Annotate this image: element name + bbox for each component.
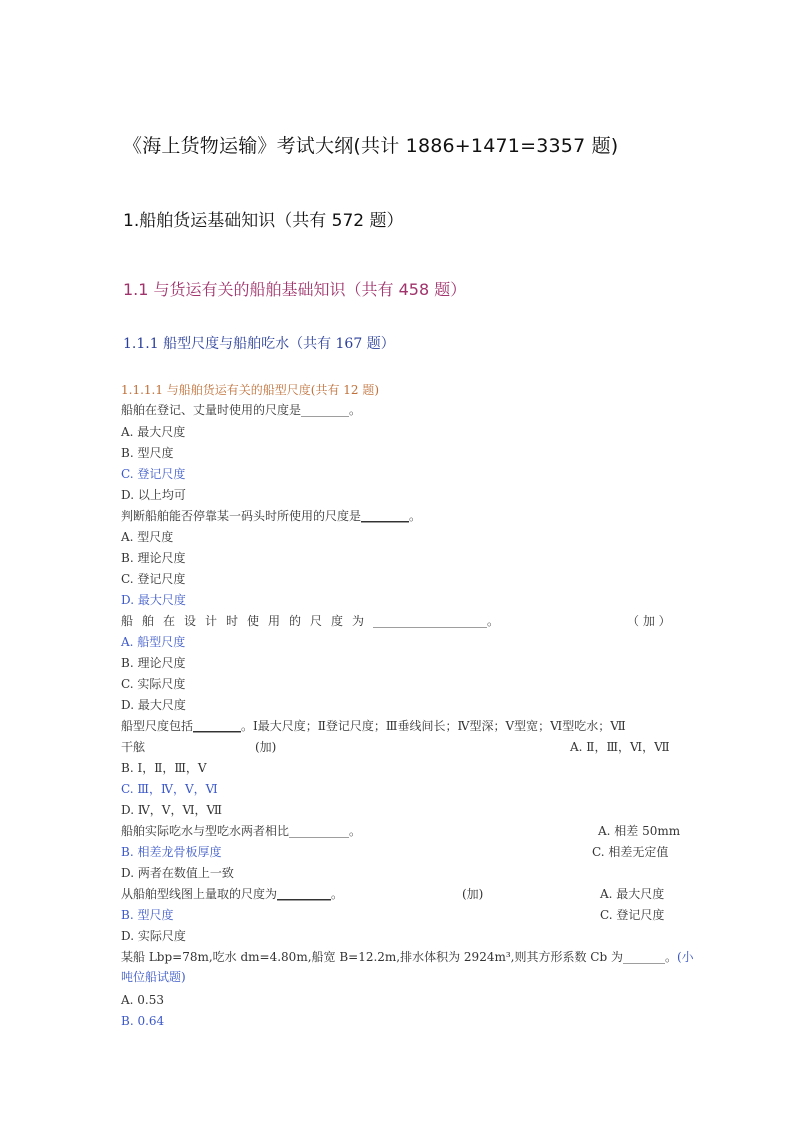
question-7-text-main: 某船 Lbp=78m,吃水 dm=4.80m,船宽 B=12.2m,排水体积为 2924m³,则其方形系数 Cb 为_______。 <box>121 950 677 964</box>
question-4-option-d: D. Ⅳ，Ⅴ，Ⅵ，Ⅶ <box>121 803 223 817</box>
question-4-tag: (加) <box>255 740 277 754</box>
question-2-text <box>121 508 421 524</box>
question-4-blank: ________ <box>193 719 242 733</box>
question-3-blank: ___________________。 <box>373 614 500 628</box>
question-6-option-d: D. 实际尺度 <box>121 929 186 943</box>
question-5-text: 船舶实际吃水与型吃水两者相比__________。 <box>121 824 362 838</box>
question-2-option-a: A. 型尺度 <box>121 530 174 544</box>
question-2-option-b: B. 理论尺度 <box>121 551 186 565</box>
question-4-option-a: A. Ⅱ，Ⅲ，Ⅵ，Ⅶ <box>570 740 670 754</box>
question-7-tag-line1: (小 <box>676 950 694 964</box>
question-6-option-c: C. 登记尺度 <box>600 908 665 922</box>
question-6-option-b-answer: B. 型尺度 <box>121 908 174 922</box>
question-2-text-pre: 判断船舶能否停靠某一码头时所使用的尺度是 <box>121 509 362 523</box>
question-3-tag: （ 加 ） <box>627 614 671 628</box>
question-6-option-a: A. 最大尺度 <box>600 887 665 901</box>
question-7-text <box>121 949 694 965</box>
section-heading-1-1-1: 1.1.1 船型尺度与船舶吃水（共有 167 题） <box>123 336 395 352</box>
question-5-option-c: C. 相差无定值 <box>592 845 669 859</box>
question-4-text-pre: 船型尺度包括 <box>121 719 194 733</box>
question-4-text <box>121 718 626 734</box>
question-2-option-c: C. 登记尺度 <box>121 572 186 586</box>
question-3-text <box>121 613 499 629</box>
question-4-option-b: B. Ⅰ，Ⅱ，Ⅲ，Ⅴ <box>121 761 207 775</box>
question-5-option-b-answer: B. 相差龙骨板厚度 <box>121 845 222 859</box>
question-2-text-post: 。 <box>409 509 422 523</box>
question-1-option-b: B. 型尺度 <box>121 446 174 460</box>
question-2-option-d-answer: D. 最大尺度 <box>121 593 186 607</box>
question-5-option-d: D. 两者在数值上一致 <box>121 866 234 880</box>
question-7-option-b-answer: B. 0.64 <box>121 1014 165 1028</box>
question-3-option-d: D. 最大尺度 <box>121 698 186 712</box>
question-3-option-a-answer: A. 船型尺度 <box>121 635 186 649</box>
question-2-blank: ________ <box>361 509 410 523</box>
question-6-text-post: 。 <box>331 887 344 901</box>
question-7-tag-line2: 吨位船试题) <box>121 970 186 984</box>
question-1-text: 船舶在登记、丈量时使用的尺度是________。 <box>121 403 362 417</box>
question-6-tag: (加) <box>462 887 484 901</box>
question-6-blank: _________ <box>277 887 332 901</box>
question-4-text-post: 。Ⅰ最大尺度；Ⅱ登记尺度；Ⅲ垂线间长；Ⅳ型深；Ⅴ型宽；Ⅵ型吃水；Ⅶ <box>241 719 626 733</box>
question-1-option-a: A. 最大尺度 <box>121 425 186 439</box>
question-1-option-c-answer: C. 登记尺度 <box>121 467 186 481</box>
section-heading-1-1-1-1: 1.1.1.1 与船舶货运有关的船型尺度(共有 12 题) <box>121 383 380 397</box>
question-3-option-b: B. 理论尺度 <box>121 656 186 670</box>
question-3-option-c: C. 实际尺度 <box>121 677 186 691</box>
question-5-option-a: A. 相差 50mm <box>598 824 681 838</box>
question-7-option-a: A. 0.53 <box>121 993 165 1007</box>
section-heading-1: 1.船舶货运基础知识（共有 572 题） <box>123 211 404 231</box>
question-4-option-c-answer: C. Ⅲ，Ⅳ，Ⅴ，Ⅵ <box>121 782 218 796</box>
question-1-option-d: D. 以上均可 <box>121 488 186 502</box>
document-title: 《海上货物运输》考试大纲(共计 1886+1471=3357 题) <box>123 135 619 157</box>
question-6-text-pre: 从船舶型线图上量取的尺度为 <box>121 887 278 901</box>
section-heading-1-1: 1.1 与货运有关的船舶基础知识（共有 458 题） <box>123 280 467 299</box>
question-4-text-line2: 干舷 <box>121 740 146 754</box>
question-6-text <box>121 886 343 902</box>
question-3-text-main: 船舶在设计时使用的尺度为 <box>121 614 374 628</box>
